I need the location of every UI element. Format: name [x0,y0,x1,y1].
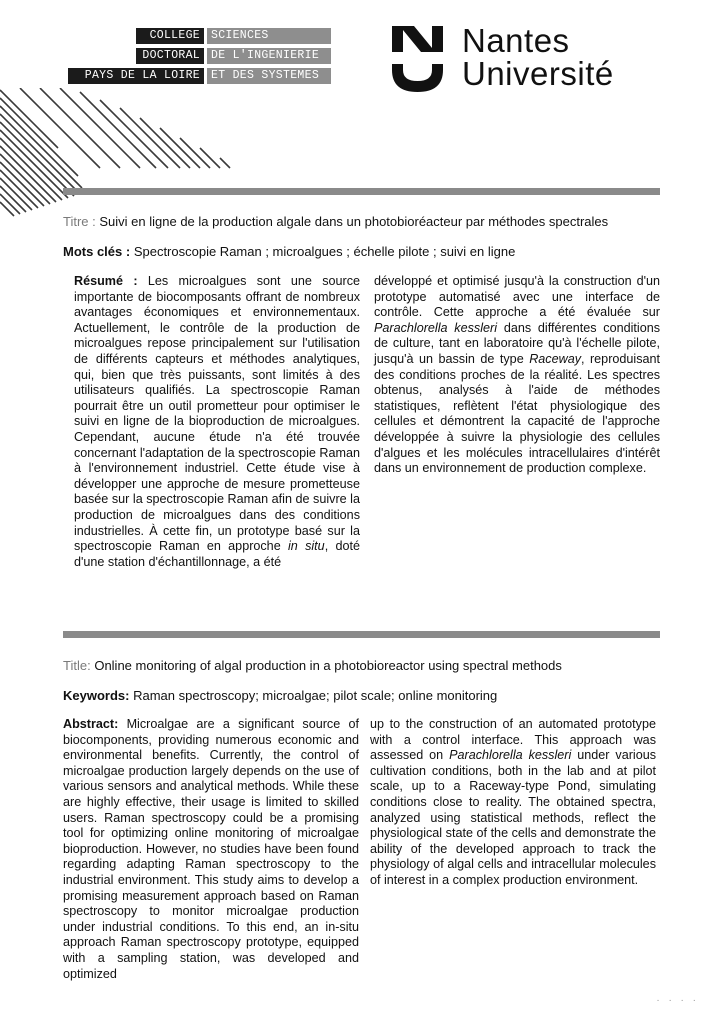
fr-abstract-text-1: Les microalgues sont une source importante de biocomposants offrant de nombreux avantages économiques et environnementaux. Actuellement, le contrôle de la production de microalgues repose principalement sur l'utilisation de différents capteurs et méthodes analytiques, qui, bien que très puissants, sont limités à des utilisateurs qualifiés. La spectroscopie Raman pourrait être un outil prometteur pour optimiser le suivi en ligne de la bioproduction de microalgues. Cependant, aucune étude n'a été trouvée concernant l'adaptation de la spectroscopie Raman à l'environnement industriel. Cette étude vise à développer une approche de mesure prometteuse basée sur la spectroscopie Raman afin de suivre la production de microalgues dans des conditions industrielles. À cette fin, un prototype basé sur la spectroscopie Raman en approche [74,274,361,554]
en-abstract-col1 [63,717,359,982]
en-abstract-col2 [370,717,656,889]
en-keywords-line [63,688,497,703]
en-title: Online monitoring of algal production in a photobioreactor using spectral methods [94,658,562,673]
fr-keywords-label: Mots clés : [63,244,131,259]
en-title-label: Title: [63,658,91,673]
fr-abstract-text-2: , doté d'une station d'échantillonnage, a été [74,539,361,569]
fr-title: Suivi en ligne de la production algale dans un photobioréacteur par méthodes spectrales [99,214,609,229]
en-title-line [63,658,562,673]
fr-keywords-line [63,244,515,259]
logo-de-lingenierie: DE L'INGENIERIE [207,48,331,64]
en-species: Parachlorella kessleri [449,748,572,763]
fr-abstract-text-3: développé et optimisé jusqu'à la construction d'un prototype automatisé avec une interface de contrôle. Cette approche a été évaluée sur [374,274,660,320]
fr-species: Parachlorella kessleri [374,320,497,335]
college-doctoral-logo [68,28,331,88]
en-abstract-text-3: under various cultivation conditions, both in the lab and at pilot scale, up to a Raceway-type Pond, simulating conditions close to reality. The obtained spectra, analyzed using statistical methods, reflect the physiological state of the cells and demonstrate the ability of the developed approach to track the physiology of algal cells and intracellular molecules of interest in a complex production environment. [370,748,656,887]
nu-logo-mark-icon [392,24,448,92]
scan-dots-decoration: · · · · [656,995,699,1006]
section-rule-fr [63,188,660,195]
fr-abstract-col2 [374,274,660,477]
en-keywords: Raman spectroscopy; microalgae; pilot scale; online monitoring [133,688,498,703]
universite-text: Université [462,55,614,92]
en-keywords-label: Keywords: [63,688,130,703]
en-abstract-label: Abstract: [63,717,119,731]
logo-sciences: SCIENCES [207,28,331,44]
section-rule-en [63,631,660,638]
fr-in-situ: in situ [288,539,325,554]
fr-title-label: Titre : [63,214,96,229]
logo-et-des-systemes: ET DES SYSTEMES [207,68,331,84]
fr-abstract-text-4: dans différentes conditions de culture, tant en laboratoire qu'à l'échelle pilote, jusqu'à un bassin de type [374,320,661,366]
fr-abstract-col1 [74,274,360,570]
fr-abstract-text-5: , reproduisant des conditions proches de la réalité. Les spectres obtenus, analysés à l'aide de méthodes statistiques, reflètent l'état physiologique des cellules et démontrent la capacité de l'approche développée à suivre la physiologie des cellules d'algues et les molécules intracellulaires d'intérêt dans un environnement de production complexe. [374,351,660,476]
fr-abstract-label: Résumé : [74,274,138,288]
fr-raceway: Raceway [529,351,581,366]
fr-keywords: Spectroscopie Raman ; microalgues ; échelle pilote ; suivi en ligne [133,244,516,259]
en-abstract-text-2: up to the construction of an automated prototype with a control interface. This approach was assessed on [370,717,656,763]
en-abstract-text-1: Microalgae are a significant source of biocomponents, providing numerous economic and environmental benefits. Currently, the control of microalgae production largely depends on the use of various sensors and analytical methods. While these are highly effective, their usage is limited to skilled users. Raman spectroscopy could be a promising tool for optimizing online monitoring of microalgae bioproduction. However, no studies have been found regarding adapting Raman spectroscopy to the industrial environment. This study aims to develop a promising measurement approach based on Raman spectroscopy to monitor microalgae production under industrial conditions. To this end, an in-situ approach Raman spectroscopy prototype, equipped with a sampling station, was developed and optimized [63,717,359,981]
nantes-universite-logo [392,24,614,92]
nantes-text: Nantes [462,22,570,59]
logo-doctoral: DOCTORAL [136,48,204,64]
fr-title-line [63,214,608,229]
logo-college: COLLEGE [136,28,204,44]
logo-pays-de-la-loire: PAYS DE LA LOIRE [68,68,204,84]
hatch-decoration [0,88,260,228]
